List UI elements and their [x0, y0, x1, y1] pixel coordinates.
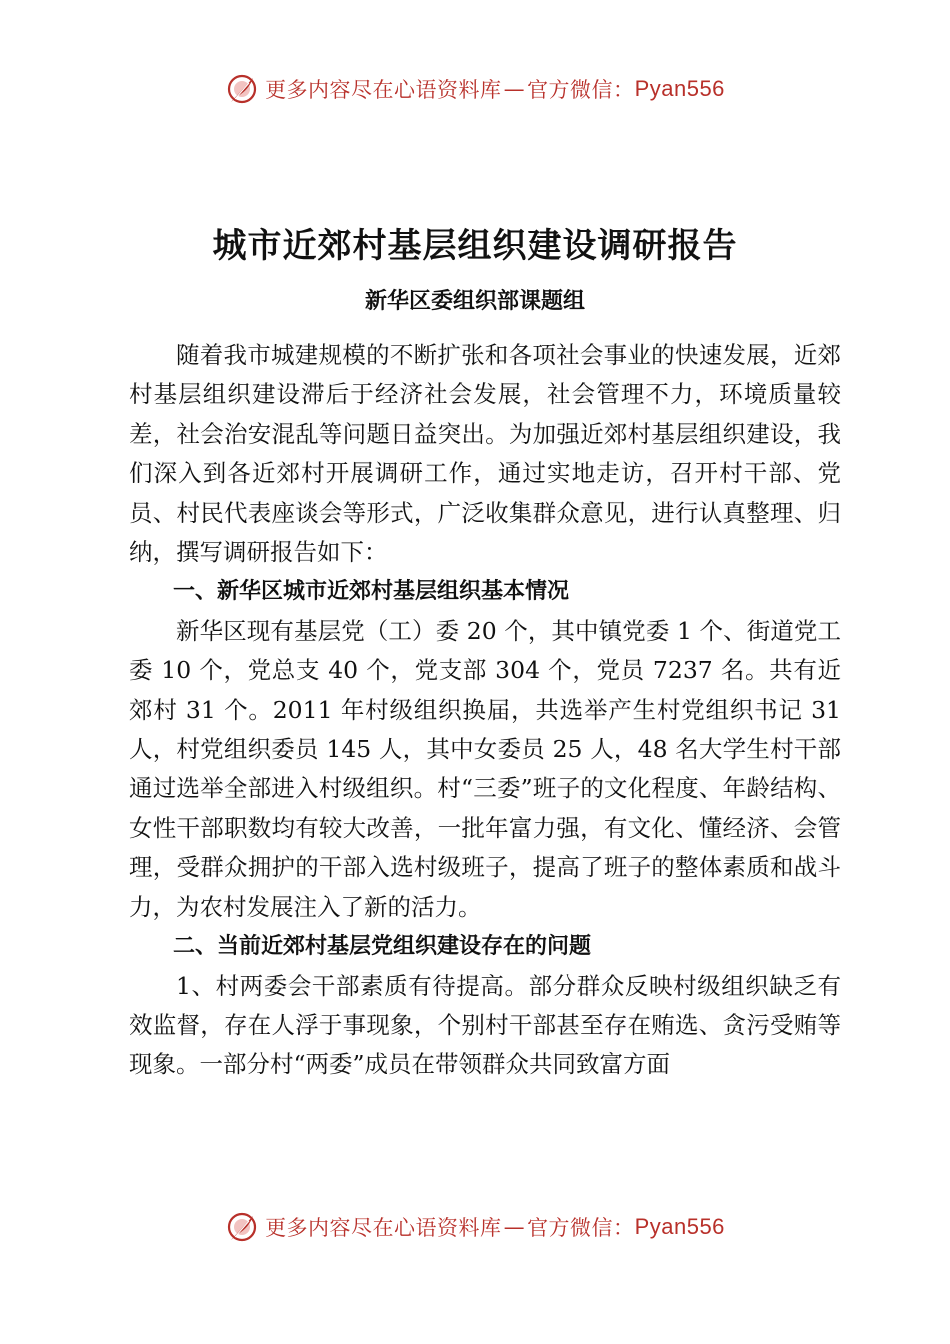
watermark-text: 更多内容尽在心语资料库 [265, 1216, 502, 1240]
quill-logo-icon [225, 1210, 259, 1244]
watermark-separator: — [503, 1215, 526, 1239]
section-heading-2: 二、当前近郊村基层党组织建设存在的问题 [173, 934, 592, 960]
watermark-separator: — [503, 77, 526, 101]
section-2-paragraph: 1、村两委会干部素质有待提高。部分群众反映村级组织缺乏有效监督，存在人浮于事现象，个别村干部甚至存在贿选、贪污受贿等现象。一部分村“两委”成员在带领群众共同致富方面 [129, 971, 841, 1079]
watermark-wechat-handle: Pyan556 [634, 1214, 725, 1239]
watermark-text: 更多内容尽在心语资料库 [265, 78, 502, 102]
watermark-wechat-handle: Pyan556 [634, 76, 725, 101]
quill-logo-icon [225, 72, 259, 106]
section-heading-1: 一、新华区城市近郊村基层组织基本情况 [173, 579, 570, 605]
watermark-wechat-label: 官方微信： [527, 78, 635, 102]
document-title: 城市近郊村基层组织建设调研报告 [212, 226, 738, 266]
document-body [129, 336, 841, 1085]
watermark-footer [0, 1210, 950, 1244]
watermark-wechat-label: 官方微信： [527, 1216, 635, 1240]
watermark-header [0, 72, 950, 106]
intro-paragraph: 随着我市城建规模的不断扩张和各项社会事业的快速发展，近郊村基层组织建设滞后于经济社会发展，社会管理不力，环境质量较差，社会治安混乱等问题日益突出。为加强近郊村基层组织建设，我们深入到各近郊村开展调研工作，通过实地走访，召开村干部、党员、村民代表座谈会等形式，广泛收集群众意见，进行认真整理、归纳，撰写调研报告如下： [129, 341, 841, 567]
section-1-paragraph: 新华区现有基层党（工）委 20 个，其中镇党委 1 个、街道党工委 10 个，党总支 40 个，党支部 304 个，党员 7237 名。共有近郊村 31 个。2011 年村级组织换届，共选举产生村党组织书记 31 人，村党组织委员 145 人，其中女委员 25 人，48 名大学生村干部通过选举全部进入村级组织。村“三委”班子的文化程度、年龄结构、女性干部职数均有较大改善，一批年富力强，有文化、懂经济、会管理，受群众拥护的干部入选村级班子，提高了班子的整体素质和战斗力，为农村发展注入了新的活力。 [129, 616, 841, 921]
document-subtitle: 新华区委组织部课题组 [364, 289, 585, 314]
